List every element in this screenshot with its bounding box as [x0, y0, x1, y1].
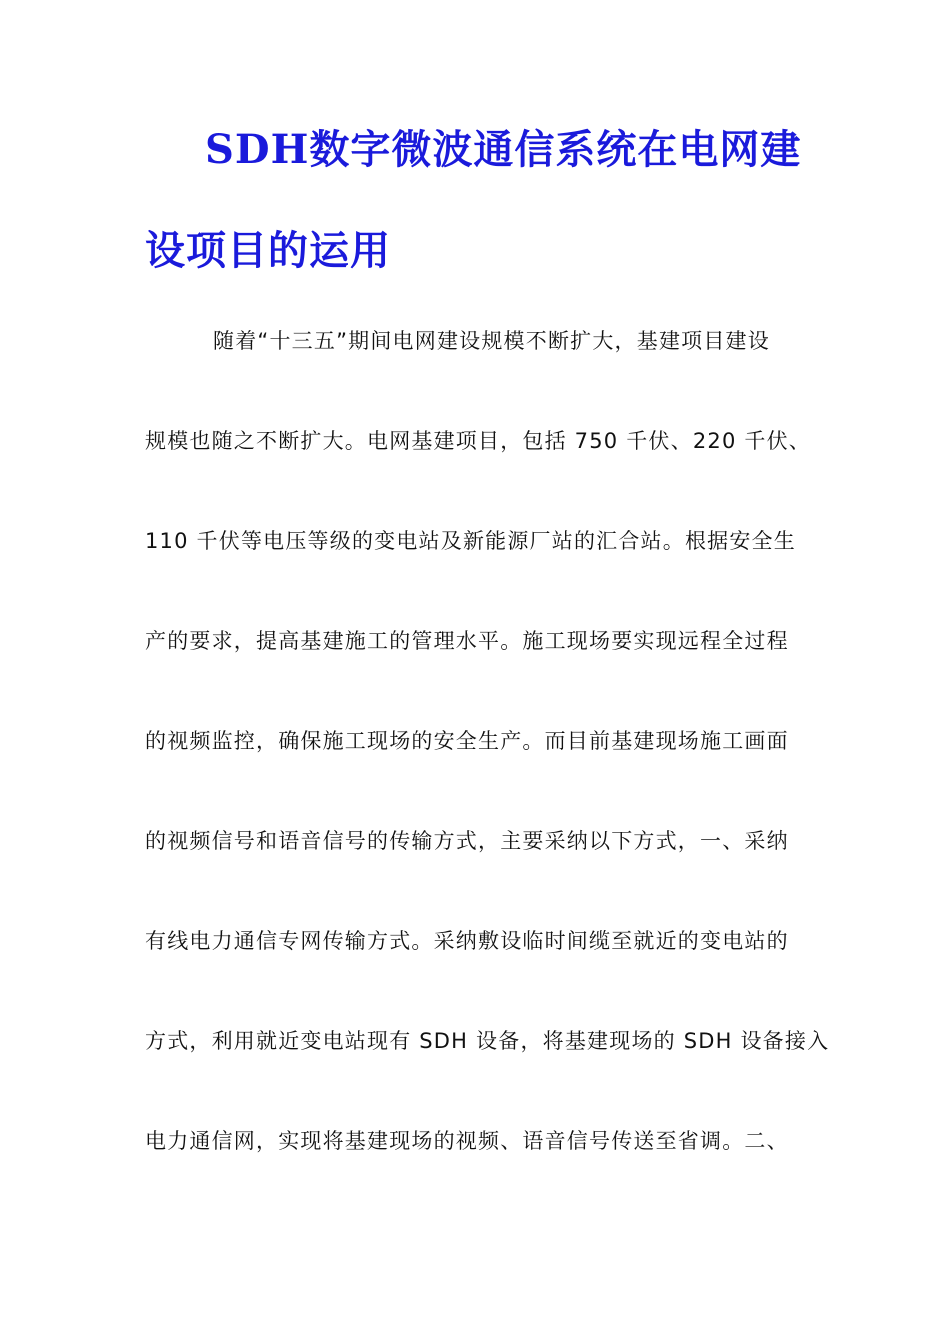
paragraph-line-8: 方式，利用就近变电站现有 SDH 设备，将基建现场的 SDH 设备接入 — [145, 1029, 830, 1053]
document-title-line-1: SDH数字微波通信系统在电网建 — [205, 126, 802, 173]
paragraph-line-4: 产的要求，提高基建施工的管理水平。施工现场要实现远程全过程 — [145, 629, 789, 653]
paragraph-line-7: 有线电力通信专网传输方式。采纳敷设临时间缆至就近的变电站的 — [145, 929, 789, 953]
document-title-line-2: 设项目的运用 — [145, 227, 391, 274]
paragraph-line-5: 的视频监控，确保施工现场的安全生产。而目前基建现场施工画面 — [145, 729, 789, 753]
paragraph-line-9: 电力通信网，实现将基建现场的视频、语音信号传送至省调。二、 — [145, 1129, 789, 1153]
paragraph-line-2: 规模也随之不断扩大。电网基建项目，包括 750 千伏、220 千伏、 — [145, 429, 811, 453]
paragraph-line-1: 随着“十三五”期间电网建设规模不断扩大，基建项目建设 — [213, 329, 770, 353]
paragraph-line-3: 110 千伏等电压等级的变电站及新能源厂站的汇合站。根据安全生 — [145, 529, 796, 553]
paragraph-line-6: 的视频信号和语音信号的传输方式，主要采纳以下方式，一、采纳 — [145, 829, 789, 853]
